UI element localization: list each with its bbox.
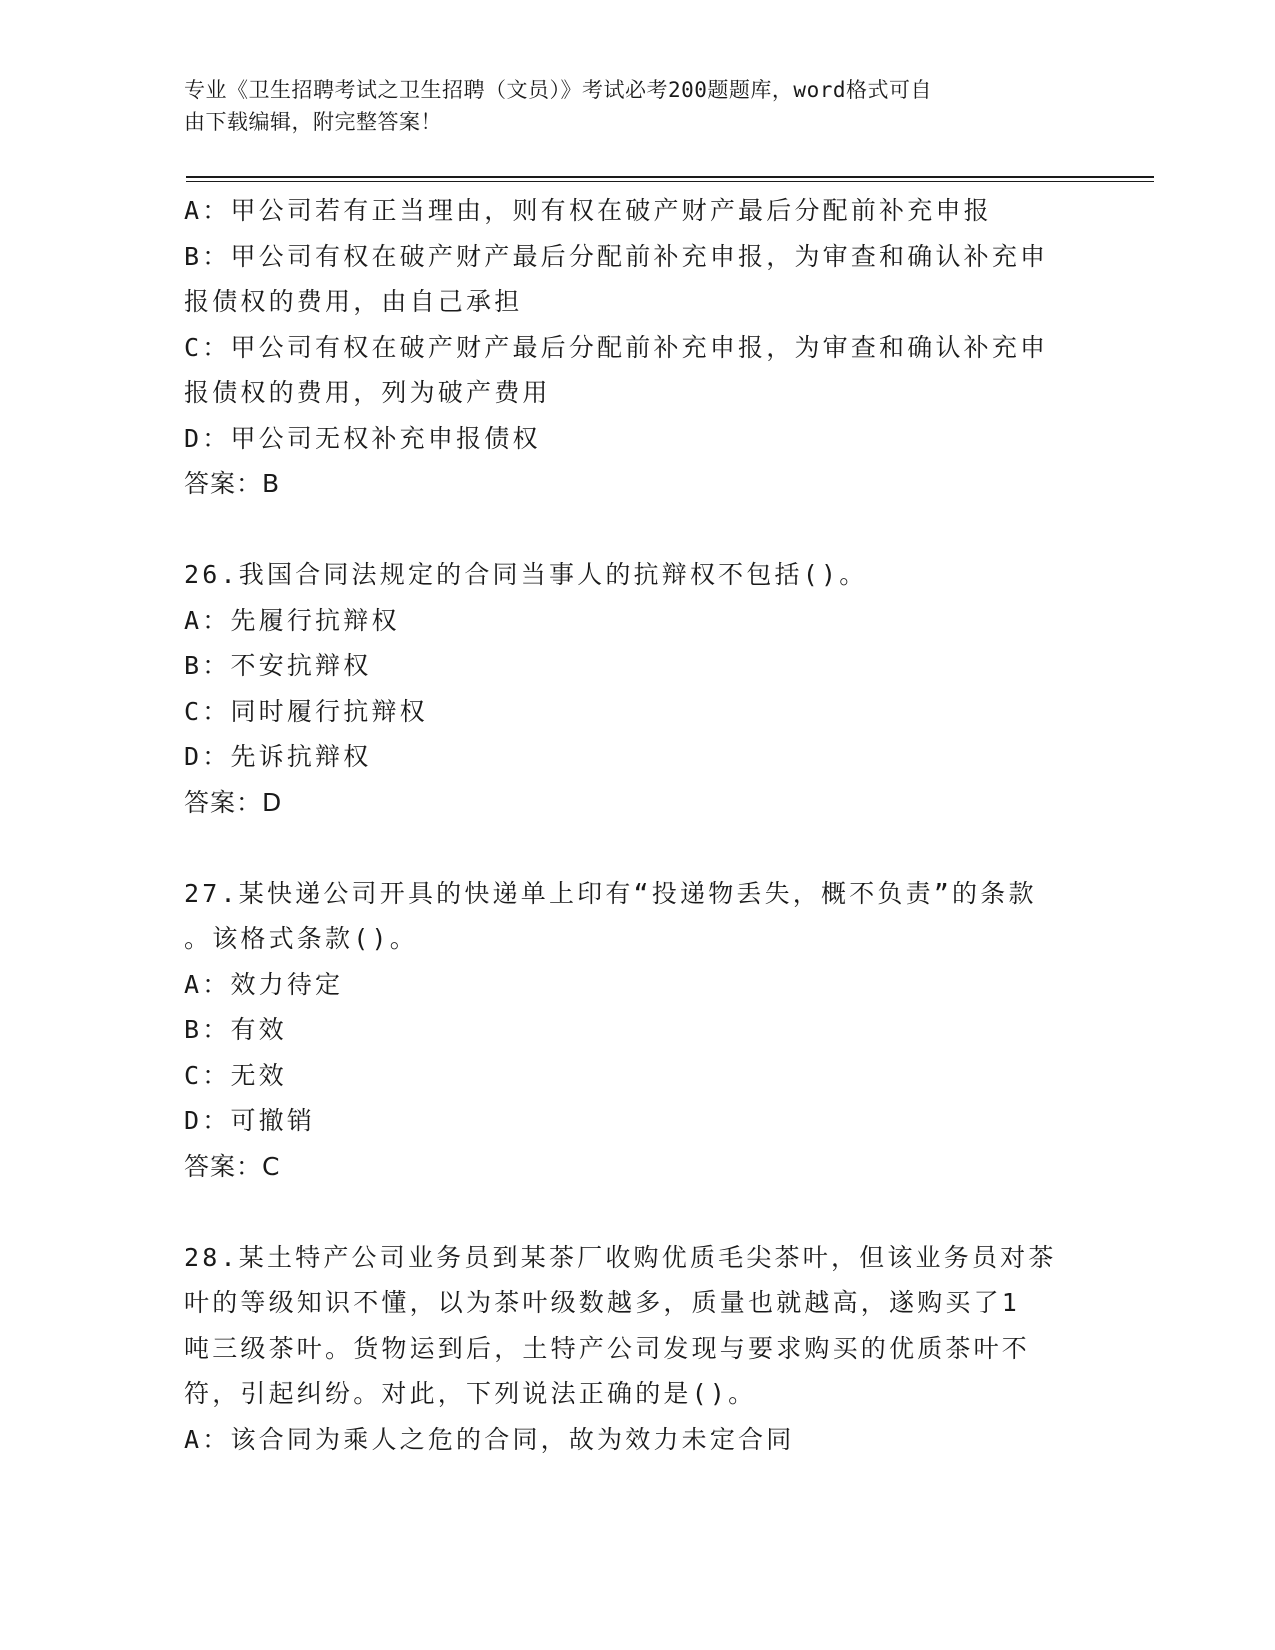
option-c: C：同时履行抗辩权 bbox=[184, 696, 428, 726]
option-c-line-1: C：甲公司有权在破产财产最后分配前补充申报，为审查和确认补充申 bbox=[184, 332, 1049, 362]
question-26 bbox=[184, 552, 1084, 825]
question-stem-line-1: 28.某土特产公司业务员到某茶厂收购优质毛尖茶叶，但该业务员对茶 bbox=[184, 1242, 1057, 1272]
header-line-2: 由下载编辑，附完整答案！ bbox=[184, 110, 442, 134]
option-c: C：无效 bbox=[184, 1060, 287, 1090]
header-line-1: 专业《卫生招聘考试之卫生招聘（文员）》考试必考200题题库，word格式可自 bbox=[184, 78, 932, 102]
header-divider-thin bbox=[186, 181, 1154, 182]
question-28 bbox=[184, 1235, 1084, 1463]
option-a: A：先履行抗辩权 bbox=[184, 605, 400, 635]
question-body bbox=[184, 188, 1084, 1462]
question-stem-line-2: 叶的等级知识不懂，以为茶叶级数越多，质量也就越高，遂购买了1 bbox=[184, 1288, 1021, 1317]
answer: 答案：C bbox=[184, 1151, 281, 1181]
question-stem: 26.我国合同法规定的合同当事人的抗辩权不包括()。 bbox=[184, 560, 868, 589]
spacer bbox=[184, 1189, 1084, 1235]
option-c-line-2: 报债权的费用，列为破产费用 bbox=[184, 378, 551, 407]
option-a: A：效力待定 bbox=[184, 969, 344, 999]
header-divider-thick bbox=[186, 176, 1154, 178]
spacer bbox=[184, 507, 1084, 553]
answer: 答案：D bbox=[184, 787, 283, 817]
question-27 bbox=[184, 871, 1084, 1190]
question-stem-line-3: 吨三级茶叶。货物运到后，土特产公司发现与要求购买的优质茶叶不 bbox=[184, 1333, 1031, 1363]
option-d: D：甲公司无权补充申报债权 bbox=[184, 423, 541, 453]
option-b-line-1: B：甲公司有权在破产财产最后分配前补充申报，为审查和确认补充申 bbox=[184, 241, 1049, 271]
option-b: B：有效 bbox=[184, 1015, 287, 1044]
question-stem-line-1: 27.某快递公司开具的快递单上印有“投递物丢失，概不负责”的条款 bbox=[184, 878, 1037, 908]
option-a: A：甲公司若有正当理由，则有权在破产财产最后分配前补充申报 bbox=[184, 196, 992, 225]
question-stem-line-2: 。该格式条款()。 bbox=[184, 924, 418, 953]
document-header bbox=[184, 74, 1064, 138]
option-d: D：先诉抗辩权 bbox=[184, 742, 372, 771]
option-a: A：该合同为乘人之危的合同，故为效力未定合同 bbox=[184, 1424, 795, 1454]
option-b-line-2: 报债权的费用，由自己承担 bbox=[184, 287, 523, 316]
question-stem-line-4: 符，引起纠纷。对此，下列说法正确的是()。 bbox=[184, 1379, 757, 1408]
option-d: D：可撤销 bbox=[184, 1106, 316, 1135]
option-b: B：不安抗辩权 bbox=[184, 651, 372, 680]
question-25 bbox=[184, 188, 1084, 507]
spacer bbox=[184, 825, 1084, 871]
answer: 答案：B bbox=[184, 469, 281, 498]
